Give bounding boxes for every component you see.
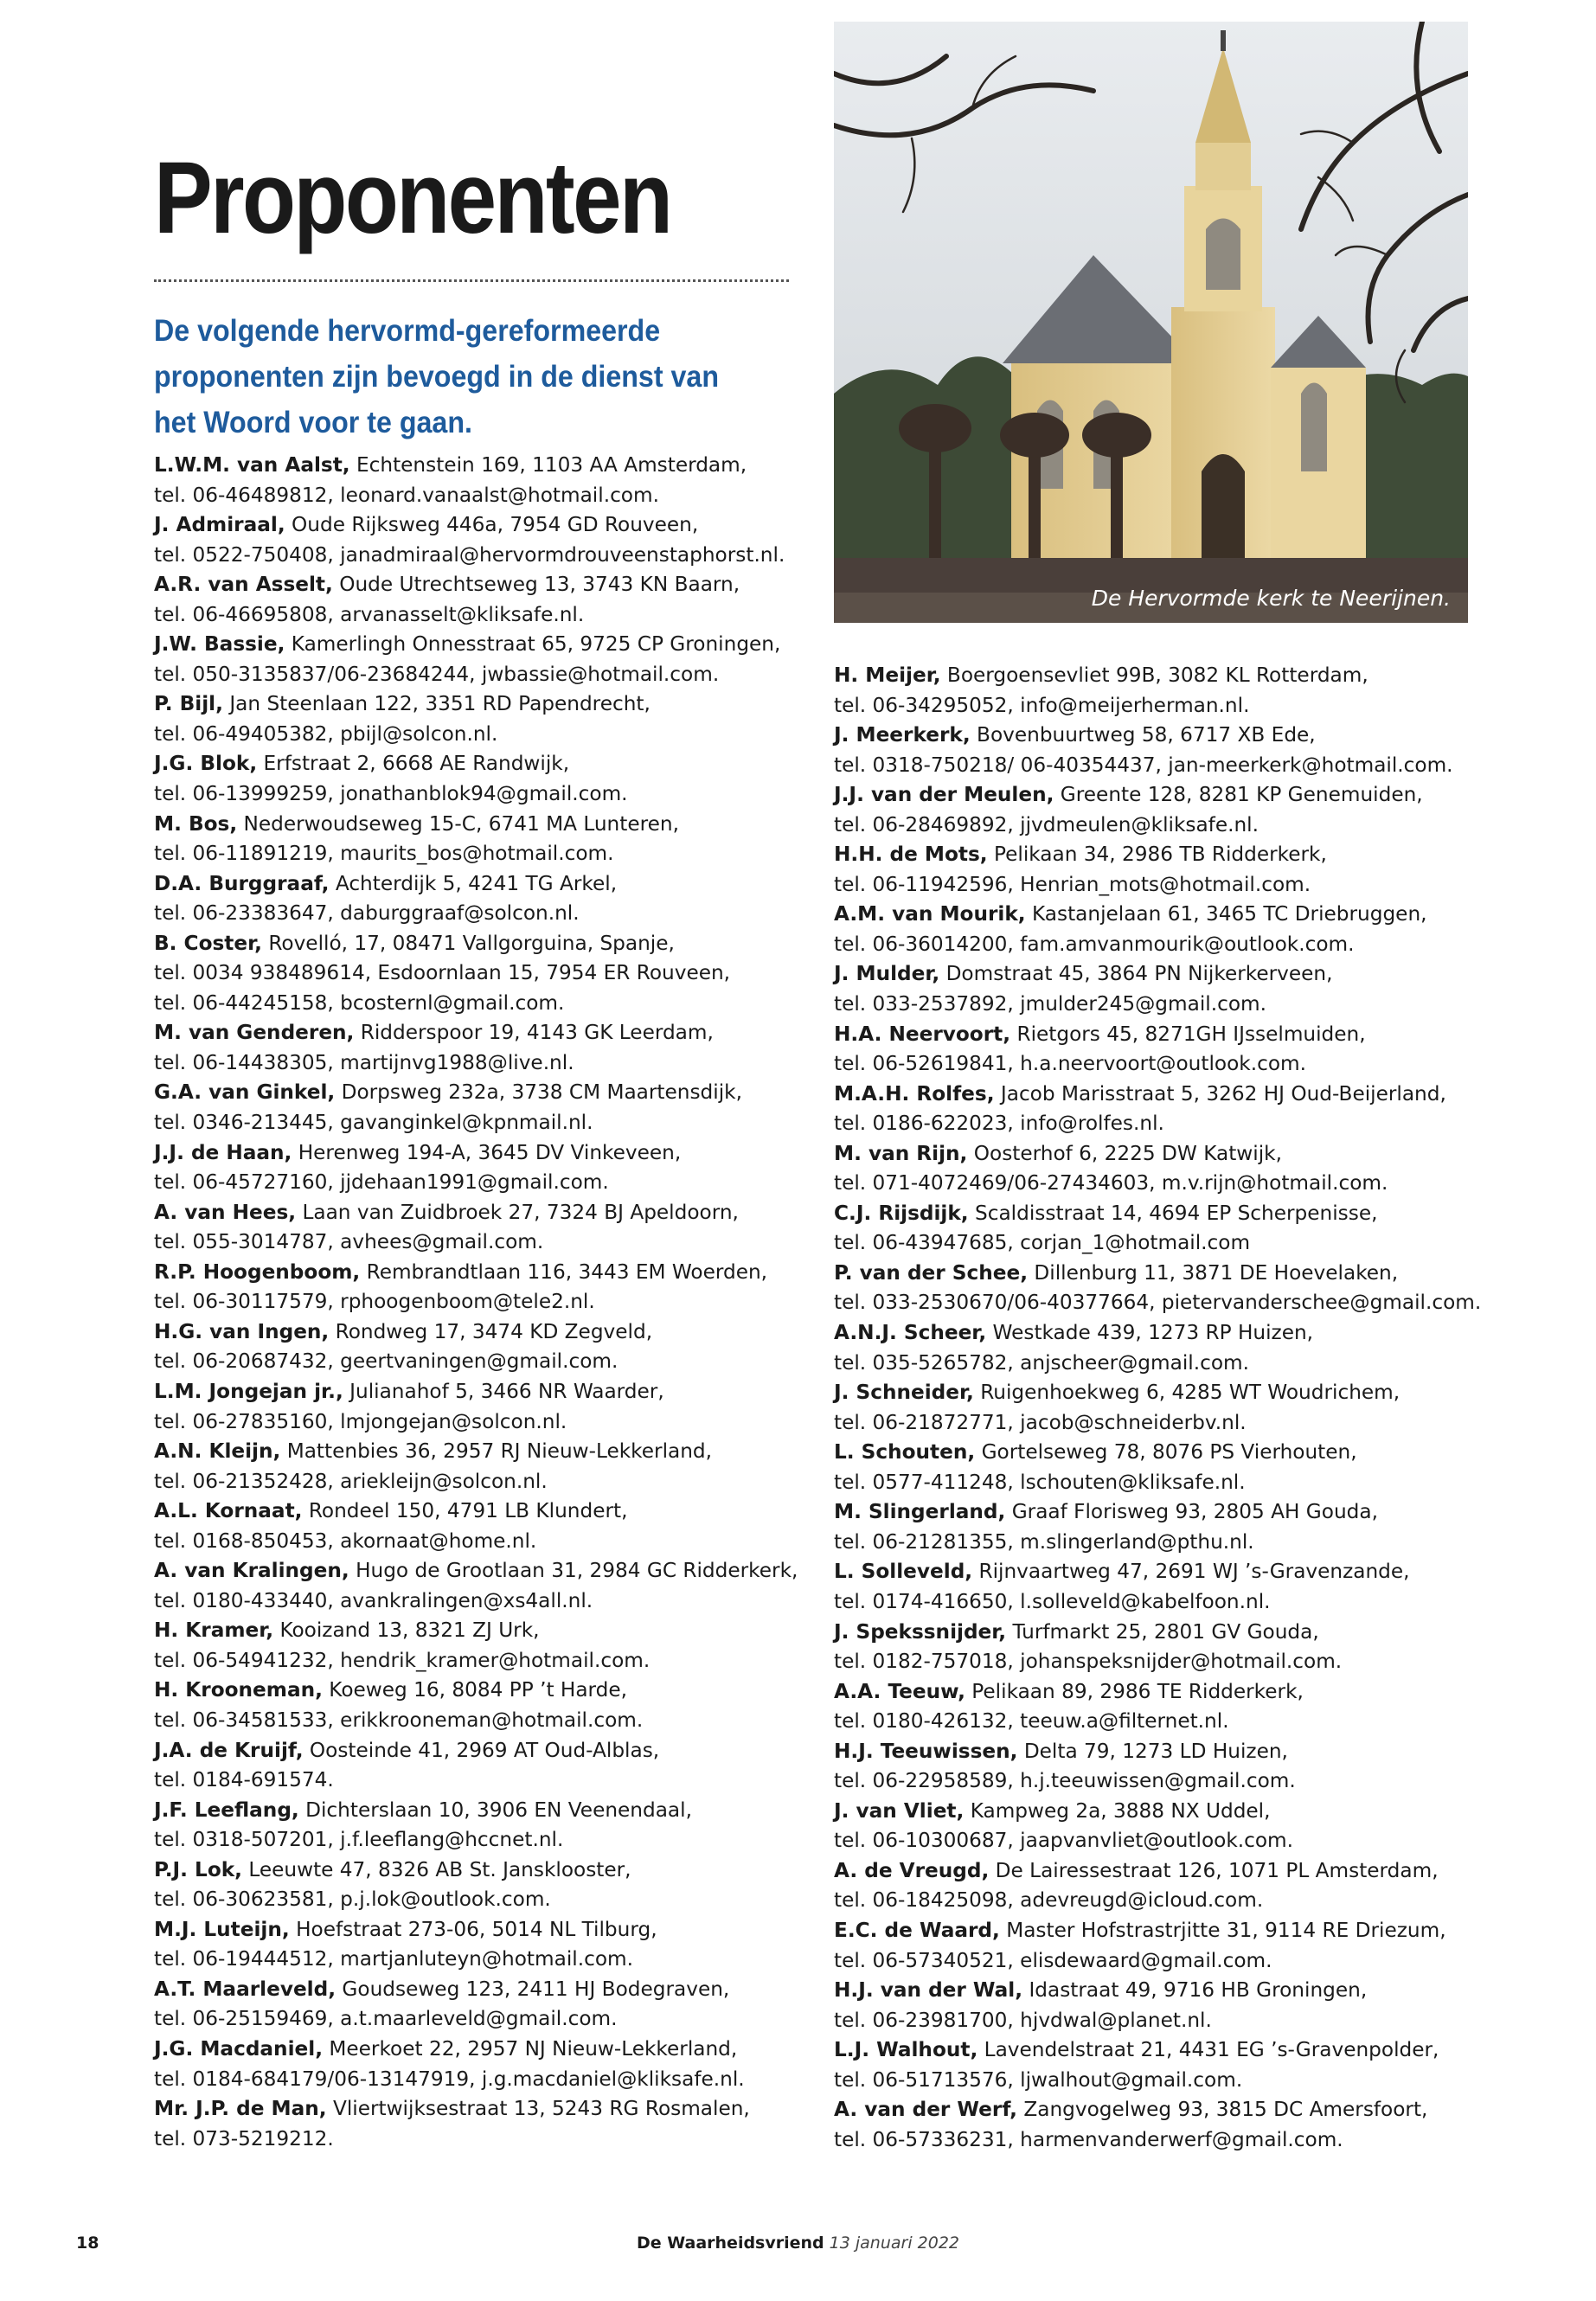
proponent-address: Ridderspoor 19, 4143 GK Leerdam,: [360, 1021, 714, 1045]
proponent-address: Kooizand 13, 8321 ZJ Urk,: [279, 1618, 540, 1643]
proponent-address: Kamerlingh Onnesstraat 65, 9725 CP Groningen,: [291, 632, 781, 657]
proponent-address: Domstraat 45, 3864 PN Nijkerkerveen,: [945, 962, 1333, 986]
proponent-contact: tel. 0174-416650, l.solleveld@kabelfoon.nl.: [834, 1589, 1271, 1613]
proponent-entry: [154, 810, 798, 869]
proponent-name: H. Krooneman,: [154, 1678, 323, 1702]
proponent-name: J. van Vliet,: [834, 1798, 965, 1823]
proponent-entry: [834, 1020, 1481, 1080]
proponent-entry: [154, 1856, 798, 1915]
proponent-entry: [834, 1856, 1481, 1916]
proponent-contact: tel. 0186-622023, info@rolfes.nl.: [834, 1112, 1164, 1136]
proponent-entry: [834, 1199, 1481, 1259]
proponent-contact: tel. 06-25159469, a.t.maarleveld@gmail.com.: [154, 2007, 618, 2031]
proponent-name: A.A. Teeuw,: [834, 1679, 965, 1703]
church-photo: [834, 22, 1468, 623]
proponent-contact: tel. 06-18425098, adevreugd@icloud.com.: [834, 1888, 1264, 1913]
proponent-contact: tel. 06-57336231, harmenvanderwerf@gmail.com.: [834, 2127, 1343, 2151]
proponent-address: Kampweg 2a, 3888 NX Uddel,: [970, 1798, 1271, 1823]
photo-caption: De Hervormde kerk te Neerijnen.: [1091, 586, 1451, 611]
proponent-name: J.J. van der Meulen,: [834, 783, 1054, 807]
proponent-entry: [834, 1318, 1481, 1378]
proponent-entry: [154, 1915, 798, 1975]
proponent-name: H.G. van Ingen,: [154, 1319, 330, 1343]
proponent-entry: [154, 2094, 798, 2154]
proponent-contact: tel. 06-52619841, h.a.neervoort@outlook.com.: [834, 1052, 1306, 1076]
proponent-name: M. van Genderen,: [154, 1021, 355, 1045]
proponent-address: Vliertwijksestraat 13, 5243 RG Rosmalen,: [332, 2097, 750, 2121]
proponent-name: A.M. van Mourik,: [834, 902, 1026, 926]
proponent-contact: tel. 06-43947685, corjan_1@hotmail.com: [834, 1231, 1251, 1255]
proponent-list-left: [154, 451, 798, 2154]
proponent-contact: tel. 033-2537892, jmulder245@gmail.com.: [834, 992, 1266, 1016]
proponent-entry: [834, 840, 1481, 900]
proponent-address: Dorpsweg 232a, 3738 CM Maartensdijk,: [341, 1080, 742, 1105]
proponent-entry: [834, 1497, 1481, 1557]
proponent-contact: tel. 06-21352428, ariekleijn@solcon.nl.: [154, 1469, 548, 1493]
proponent-contact: tel. 0346-213445, gavanginkel@kpnmail.nl.: [154, 1111, 593, 1135]
proponent-address: Dillenburg 11, 3871 DE Hoevelaken,: [1034, 1260, 1399, 1285]
proponent-entry: [154, 1497, 798, 1556]
proponent-address: Pelikaan 34, 2986 TB Ridderkerk,: [993, 843, 1327, 867]
proponent-address: Rietgors 45, 8271GH IJsselmuiden,: [1016, 1022, 1366, 1046]
proponent-contact: tel. 0034 938489614, Esdoornlaan 15, 7954 ER Rouveen,: [154, 961, 731, 985]
page-number: 18: [76, 2234, 99, 2253]
proponent-name: H.A. Neervoort,: [834, 1022, 1011, 1046]
proponent-address: Rijnvaartweg 47, 2691 WJ ’s-Gravenzande,: [978, 1560, 1410, 1584]
proponent-entry: [154, 1258, 798, 1317]
proponent-entry: [834, 1737, 1481, 1797]
proponent-name: H.J. van der Wal,: [834, 1978, 1023, 2003]
proponent-name: J. Spekssnijder,: [834, 1619, 1007, 1644]
proponent-contact: tel. 06-30623581, p.j.lok@outlook.com.: [154, 1888, 551, 1912]
proponent-contact: tel. 06-23981700, hjvdwal@planet.nl.: [834, 2008, 1212, 2032]
proponent-contact: tel. 073-5219212.: [154, 2126, 334, 2150]
proponent-name: L.M. Jongejan jr.,: [154, 1379, 343, 1403]
proponent-contact: tel. 050-3135837/06-23684244, jwbassie@hotmail.com.: [154, 662, 720, 686]
proponent-name: A.N. Kleijn,: [154, 1439, 281, 1464]
proponent-name: M. Slingerland,: [834, 1500, 1006, 1524]
proponent-name: R.P. Hoogenboom,: [154, 1259, 361, 1284]
proponent-name: J. Mulder,: [834, 962, 940, 986]
proponent-address: Gortelseweg 78, 8076 PS Vierhouten,: [981, 1440, 1357, 1465]
proponent-contact: tel. 06-11942596, Henrian_mots@hotmail.com.: [834, 872, 1311, 896]
proponent-contact: tel. 0180-426132, teeuw.a@filternet.nl.: [834, 1709, 1229, 1734]
proponent-entry: [154, 1317, 798, 1377]
proponent-contact: tel. 06-49405382, pbijl@solcon.nl.: [154, 721, 498, 746]
proponent-entry: [154, 929, 798, 1019]
proponent-name: A. van Hees,: [154, 1200, 297, 1224]
proponent-entry: [154, 1377, 798, 1437]
proponent-address: Oosterhof 6, 2225 DW Katwijk,: [973, 1141, 1282, 1165]
proponent-address: Mattenbies 36, 2957 RJ Nieuw-Lekkerland,: [286, 1439, 713, 1464]
proponent-entry: [154, 1556, 798, 1616]
proponent-contact: tel. 06-22958589, h.j.teeuwissen@gmail.com.: [834, 1769, 1296, 1793]
proponent-name: J. Schneider,: [834, 1381, 974, 1405]
proponent-entry: [834, 1916, 1481, 1976]
title-divider: [154, 279, 789, 282]
proponent-entry: [154, 510, 798, 570]
proponent-entry: [154, 1796, 798, 1856]
proponent-contact: tel. 06-11891219, maurits_bos@hotmail.com.: [154, 842, 614, 866]
proponent-entry: [834, 1080, 1481, 1139]
proponent-address: Lavendelstraat 21, 4431 EG ’s-Gravenpolder,: [984, 2038, 1439, 2062]
proponent-address: Koeweg 16, 8084 PP ’t Harde,: [329, 1678, 628, 1702]
proponent-name: J.W. Bassie,: [154, 632, 285, 657]
proponent-entry: [834, 1976, 1481, 2035]
proponent-contact: tel. 06-10300687, jaapvanvliet@outlook.com.: [834, 1829, 1294, 1853]
proponent-contact: tel. 06-21281355, m.slingerland@pthu.nl.: [834, 1529, 1254, 1554]
proponent-name: L.J. Walhout,: [834, 2038, 978, 2062]
proponent-name: J.G. Blok,: [154, 752, 258, 776]
proponent-entry: [834, 900, 1481, 959]
proponent-name: H. Kramer,: [154, 1618, 274, 1643]
proponent-name: E.C. de Waard,: [834, 1918, 1000, 1942]
proponent-address: Rembrandtlaan 116, 3443 EM Woerden,: [366, 1259, 768, 1284]
proponent-address: Nederwoudseweg 15-C, 6741 MA Lunteren,: [243, 811, 679, 836]
proponent-entry: [834, 1438, 1481, 1497]
proponent-address: Meerkoet 22, 2957 NJ Nieuw-Lekkerland,: [329, 2036, 738, 2061]
proponent-name: G.A. van Ginkel,: [154, 1080, 336, 1105]
proponent-entry: [154, 1018, 798, 1078]
proponent-contact: tel. 06-28469892, jjvdmeulen@kliksafe.nl.: [834, 812, 1259, 836]
proponent-contact: tel. 0577-411248, lschouten@kliksafe.nl.: [834, 1470, 1246, 1494]
proponent-name: A.R. van Asselt,: [154, 573, 333, 597]
proponent-contact-2: tel. 06-44245158, bcosternl@gmail.com.: [154, 990, 565, 1015]
proponent-contact: tel. 06-23383647, daburggraaf@solcon.nl.: [154, 901, 580, 926]
proponent-entry: [834, 661, 1481, 721]
proponent-address: Graaf Florisweg 93, 2805 AH Gouda,: [1011, 1500, 1378, 1524]
proponent-contact: tel. 06-19444512, martjanluteyn@hotmail.com.: [154, 1947, 633, 1971]
proponent-address: Leeuwte 47, 8326 AB St. Jansklooster,: [248, 1857, 631, 1881]
proponent-address: Oude Utrechtseweg 13, 3743 KN Baarn,: [339, 573, 740, 597]
proponent-entry: [834, 1378, 1481, 1438]
proponent-address: De Lairessestraat 126, 1071 PL Amsterdam,: [995, 1858, 1439, 1882]
issue-date: 13 januari 2022: [829, 2234, 960, 2253]
proponent-contact: tel. 06-46489812, leonard.vanaalst@hotmail.com.: [154, 483, 659, 507]
proponent-entry: [834, 1797, 1481, 1856]
proponent-contact: tel. 033-2530670/06-40377664, pietervanderschee@gmail.com.: [834, 1291, 1482, 1315]
proponent-name: J.J. de Haan,: [154, 1140, 292, 1164]
proponent-name: A.L. Kornaat,: [154, 1499, 303, 1523]
proponent-name: Mr. J.P. de Man,: [154, 2097, 327, 2121]
proponent-name: P. van der Schee,: [834, 1260, 1029, 1285]
proponent-address: Boergoensevliet 99B, 3082 KL Rotterdam,: [946, 663, 1368, 687]
proponent-address: Kastanjelaan 61, 3465 TC Driebruggen,: [1031, 902, 1427, 926]
proponent-name: H.H. de Mots,: [834, 843, 988, 867]
proponent-address: Laan van Zuidbroek 27, 7324 BJ Apeldoorn,: [302, 1200, 739, 1224]
proponent-entry: [154, 451, 798, 510]
proponent-contact: tel. 06-46695808, arvanasselt@kliksafe.nl.: [154, 602, 585, 626]
proponent-contact: tel. 06-13999259, jonathanblok94@gmail.com.: [154, 782, 628, 806]
proponent-entry: [834, 2035, 1481, 2095]
proponent-list-right: [834, 661, 1481, 2155]
proponent-entry: [154, 1736, 798, 1796]
proponent-name: B. Coster,: [154, 931, 262, 955]
proponent-address: Scaldisstraat 14, 4694 EP Scherpenisse,: [975, 1201, 1378, 1225]
proponent-address: Julianahof 5, 3466 NR Waarder,: [349, 1379, 664, 1403]
proponent-address: Dichterslaan 10, 3906 EN Veenendaal,: [305, 1798, 692, 1822]
proponent-name: J.F. Leeflang,: [154, 1798, 299, 1822]
proponent-entry: [834, 1139, 1481, 1199]
proponent-contact: tel. 0184-684179/06-13147919, j.g.macdaniel@kliksafe.nl.: [154, 2067, 745, 2091]
proponent-entry: [154, 1138, 798, 1198]
proponent-contact: tel. 0168-850453, akornaat@home.nl.: [154, 1529, 537, 1553]
proponent-contact: tel. 06-54941232, hendrik_kramer@hotmail.com.: [154, 1648, 651, 1672]
proponent-address: Greente 128, 8281 KP Genemuiden,: [1060, 783, 1423, 807]
proponent-address: Achterdijk 5, 4241 TG Arkel,: [335, 871, 618, 895]
proponent-entry: [154, 630, 798, 689]
proponent-entry: [154, 1676, 798, 1735]
proponent-address: Hugo de Grootlaan 31, 2984 GC Ridderkerk,: [356, 1559, 798, 1583]
proponent-entry: [154, 1616, 798, 1676]
proponent-name: A. de Vreugd,: [834, 1858, 990, 1882]
proponent-contact: tel. 06-14438305, martijnvg1988@live.nl.: [154, 1050, 574, 1074]
proponent-contact: tel. 06-34295052, info@meijerherman.nl.: [834, 693, 1250, 717]
proponent-address: Echtenstein 169, 1103 AA Amsterdam,: [356, 453, 747, 477]
page-title: Proponenten: [154, 141, 671, 255]
proponent-address: Herenweg 194-A, 3645 DV Vinkeveen,: [298, 1140, 682, 1164]
proponent-entry: [834, 1677, 1481, 1737]
proponent-name: L.W.M. van Aalst,: [154, 453, 350, 477]
proponent-name: J.G. Macdaniel,: [154, 2036, 323, 2061]
proponent-address: Erfstraat 2, 6668 AE Randwijk,: [263, 752, 570, 776]
proponent-contact: tel. 06-34581533, erikkrooneman@hotmail.com.: [154, 1708, 644, 1732]
proponent-name: P. Bijl,: [154, 692, 223, 716]
proponent-contact: tel. 035-5265782, anjscheer@gmail.com.: [834, 1350, 1249, 1375]
proponent-name: M. Bos,: [154, 811, 238, 836]
proponent-name: M. van Rijn,: [834, 1141, 968, 1165]
proponent-name: L. Solleveld,: [834, 1560, 973, 1584]
proponent-address: Hoefstraat 273-06, 5014 NL Tilburg,: [296, 1917, 657, 1941]
proponent-address: Rovelló, 17, 08471 Vallgorguina, Spanje,: [268, 931, 675, 955]
proponent-entry: [834, 2095, 1481, 2155]
proponent-address: Oosteinde 41, 2969 AT Oud-Alblas,: [309, 1738, 660, 1762]
proponent-entry: [834, 721, 1481, 780]
proponent-name: A. van Kralingen,: [154, 1559, 349, 1583]
proponent-contact: tel. 071-4072469/06-27434603, m.v.rijn@hotmail.com.: [834, 1171, 1388, 1195]
proponent-entry: [154, 749, 798, 809]
proponent-contact: tel. 0522-750408, janadmiraal@hervormdrouveenstaphorst.nl.: [154, 542, 785, 567]
proponent-name: M.J. Luteijn,: [154, 1917, 290, 1941]
proponent-contact: tel. 0184-691574.: [154, 1768, 334, 1792]
proponent-name: M.A.H. Rolfes,: [834, 1081, 995, 1106]
proponent-address: Goudseweg 123, 2411 HJ Bodegraven,: [342, 1977, 730, 2001]
proponent-address: Master Hofstrastrjitte 31, 9114 RE Driezum,: [1006, 1918, 1446, 1942]
proponent-address: Jacob Marisstraat 5, 3262 HJ Oud-Beijerland,: [1000, 1081, 1446, 1106]
proponent-address: Delta 79, 1273 LD Huizen,: [1023, 1739, 1288, 1763]
proponent-address: Turfmarkt 25, 2801 GV Gouda,: [1012, 1619, 1319, 1644]
proponent-name: A. van der Werf,: [834, 2098, 1017, 2122]
proponent-address: Bovenbuurtweg 58, 6717 XB Ede,: [977, 723, 1316, 747]
proponent-contact: tel. 0318-507201, j.f.leeflang@hccnet.nl.: [154, 1828, 564, 1852]
proponent-name: C.J. Rijsdijk,: [834, 1201, 969, 1225]
proponent-name: H.J. Teeuwissen,: [834, 1739, 1018, 1763]
proponent-address: Westkade 439, 1273 RP Huizen,: [992, 1321, 1314, 1345]
proponent-name: D.A. Burggraaf,: [154, 871, 330, 895]
footer-magazine: [0, 2234, 1596, 2253]
proponent-entry: [154, 689, 798, 749]
proponent-contact: tel. 06-20687432, geertvaningen@gmail.com.: [154, 1349, 619, 1374]
proponent-name: A.T. Maarleveld,: [154, 1977, 337, 2001]
proponent-contact: tel. 0318-750218/ 06-40354437, jan-meerkerk@hotmail.com.: [834, 753, 1453, 777]
proponent-contact: tel. 0182-757018, johanspeksnijder@hotmail.com.: [834, 1650, 1343, 1674]
proponent-entry: [154, 570, 798, 630]
proponent-entry: [154, 1198, 798, 1258]
proponent-contact: tel. 06-36014200, fam.amvanmourik@outlook.com.: [834, 932, 1355, 956]
proponent-entry: [154, 1437, 798, 1497]
magazine-name: De Waarheidsvriend: [636, 2234, 824, 2253]
proponent-name: J.A. de Kruijf,: [154, 1738, 304, 1762]
proponent-address: Pelikaan 89, 2986 TE Ridderkerk,: [971, 1679, 1304, 1703]
proponent-entry: [834, 1618, 1481, 1677]
proponent-address: Jan Steenlaan 122, 3351 RD Papendrecht,: [229, 692, 651, 716]
lead-text: De volgende hervormd-gereformeerde proponenten zijn bevoegd in de dienst van het Woord voor te gaan.: [154, 314, 719, 439]
proponent-name: J. Meerkerk,: [834, 723, 971, 747]
proponent-entry: [154, 2035, 798, 2094]
proponent-name: J. Admiraal,: [154, 513, 285, 537]
proponent-contact: tel. 0180-433440, avankralingen@xs4all.nl.: [154, 1588, 593, 1612]
proponent-entry: [154, 869, 798, 929]
proponent-address: Rondeel 150, 4791 LB Klundert,: [308, 1499, 628, 1523]
proponent-entry: [154, 1975, 798, 2035]
proponent-entry: [154, 1078, 798, 1138]
proponent-contact: tel. 06-51713576, ljwalhout@gmail.com.: [834, 2067, 1243, 2092]
proponent-contact: tel. 06-45727160, jjdehaan1991@gmail.com.: [154, 1170, 609, 1195]
proponent-contact: tel. 055-3014787, avhees@gmail.com.: [154, 1230, 544, 1254]
proponent-address: Ruigenhoekweg 6, 4285 WT Woudrichem,: [980, 1381, 1401, 1405]
proponent-contact: tel. 06-27835160, lmjongejan@solcon.nl.: [154, 1409, 567, 1433]
proponent-name: L. Schouten,: [834, 1440, 976, 1465]
proponent-address: Rondweg 17, 3474 KD Zegveld,: [335, 1319, 653, 1343]
proponent-entry: [834, 1557, 1481, 1617]
proponent-name: H. Meijer,: [834, 663, 941, 687]
proponent-contact: tel. 06-30117579, rphoogenboom@tele2.nl.: [154, 1290, 595, 1314]
proponent-address: Oude Rijksweg 446a, 7954 GD Rouveen,: [292, 513, 699, 537]
proponent-contact: tel. 06-57340521, elisdewaard@gmail.com.: [834, 1948, 1272, 1972]
proponent-contact: tel. 06-21872771, jacob@schneiderbv.nl.: [834, 1410, 1247, 1434]
proponent-entry: [834, 1259, 1481, 1318]
proponent-address: Zangvogelweg 93, 3815 DC Amersfoort,: [1023, 2098, 1428, 2122]
proponent-name: P.J. Lok,: [154, 1857, 242, 1881]
proponent-entry: [834, 780, 1481, 840]
proponent-address: Idastraat 49, 9716 HB Groningen,: [1029, 1978, 1368, 2003]
proponent-entry: [834, 959, 1481, 1019]
proponent-name: A.N.J. Scheer,: [834, 1321, 987, 1345]
